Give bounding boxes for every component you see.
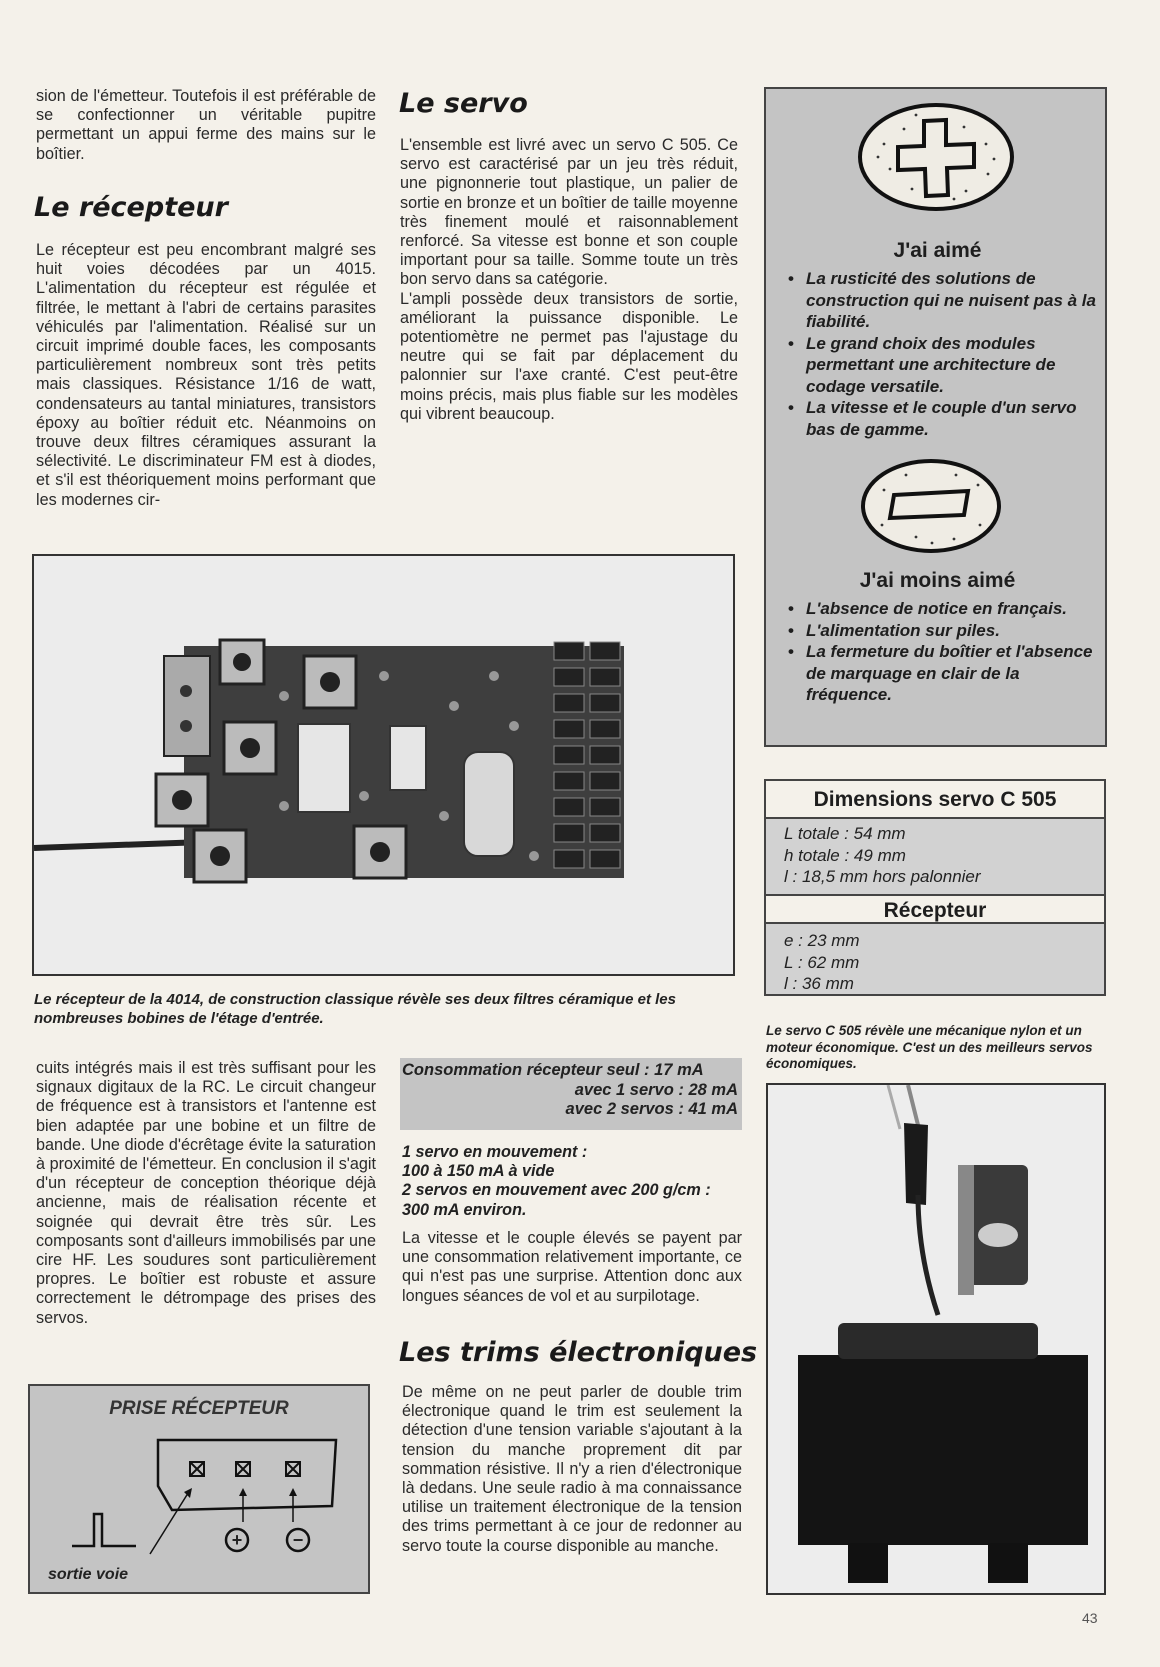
movement-line: 1 servo en mouvement :: [402, 1143, 588, 1161]
receiver-dimensions: [784, 930, 860, 995]
liked-title: J'ai aimé: [893, 239, 982, 262]
col1-intro-text: sion de l'émetteur. Toutefois il est préférable de se confectionner un véritable pupitre permettant un appui ferme des mains sur le boîtier.: [36, 87, 376, 163]
list-item: • La vitesse et le couple d'un servo bas de gamme.: [780, 397, 1102, 440]
list-item: • Le grand choix des modules permettant une architecture de codage versatile.: [780, 333, 1102, 398]
servo-movement-info: [402, 1143, 742, 1220]
minus-icon: [856, 455, 1006, 557]
servo-heading: Le servo: [399, 88, 528, 119]
receiver-caption: Le récepteur de la 4014, de construction classique révèle ses deux filtres céramique et les nombreuses bobines de l'étage d'entrée.: [34, 991, 676, 1027]
receiver-conclusion-text: cuits intégrés mais il est très suffisant pour les signaux digitaux de la RC. Le circuit changeur de fréquence est à transistors et l'antenne est bien adaptée par une bobine et un filtre de bande. Une diode d'écrêtage évite la saturation à proximité de l'émetteur. En conclusion il s'agit d'un récepteur de conception théorique déjà ancienne, mais de réalisation récente et soignée qui devrait être très sûr. Les composants sont d'ailleurs immobilisés par une cire HF. Les soudures sont particulièrement propres. Le boîtier est robuste et assure correctement le détrompage des prises des servos.: [36, 1059, 376, 1327]
plus-terminal-label: +: [231, 1530, 243, 1550]
trims-heading: Les trims électroniques: [399, 1337, 758, 1368]
dimension-row: L totale : 54 mm: [784, 824, 906, 843]
servo-image: [768, 1085, 1104, 1593]
dimensions-title: Dimensions servo C 505: [766, 781, 1104, 819]
dimension-row: e : 23 mm: [784, 931, 860, 950]
liked-list: [780, 268, 1102, 440]
minus-terminal-label: −: [292, 1530, 304, 1550]
pin-icon: [286, 1462, 300, 1476]
dimension-row: l : 18,5 mm hors palonnier: [784, 867, 981, 886]
connector-diagram-box: [28, 1384, 370, 1594]
dimension-row: L : 62 mm: [784, 952, 860, 972]
receiver-image: [34, 556, 733, 974]
dimensions-box: [764, 779, 1106, 996]
list-item: • La rusticité des solutions de construction qui ne nuisent pas à la fiabilité.: [780, 268, 1102, 333]
receiver-heading: Le récepteur: [34, 192, 228, 223]
disliked-title: J'ai moins aimé: [859, 569, 1016, 592]
consumption-line: avec 1 servo : 28 mA: [574, 1080, 738, 1099]
trims-body-text: De même on ne peut parler de double trim électronique quand le trim est seulement la détection d'une tension variable s'ajoutant à la tension du manche proprement dit par sommation résistive. Il n'y a rien d'électronique là dedans. Une seule radio à ma connaissance utilise un traitement électronique de la tension des trims permettant à ce jour de redonner au servo toute la course disponible au manche.: [402, 1383, 742, 1555]
movement-line: 300 mA environ.: [402, 1200, 527, 1219]
consumption-line: Consommation récepteur seul : 17 mA: [402, 1061, 704, 1079]
servo-caption: Le servo C 505 révèle une mécanique nylon et un moteur économique. C'est un des meilleurs servos économiques.: [766, 1023, 1093, 1071]
list-item: • La fermeture du boîtier et l'absence de marquage en clair de la fréquence.: [780, 641, 1102, 706]
pin-icon: [190, 1462, 204, 1476]
movement-line: 100 à 150 mA à vide: [402, 1162, 555, 1181]
list-item: • L'alimentation sur piles.: [780, 620, 1102, 642]
receiver-photo: [32, 554, 735, 976]
receiver-dimensions-title: Récepteur: [766, 894, 1104, 924]
movement-line: 2 servos en mouvement avec 200 g/cm :: [402, 1181, 711, 1200]
servo-photo: [766, 1083, 1106, 1595]
servo-body-text: L'ensemble est livré avec un servo C 505. Ce servo est caractérisé par un jeu très réduit, une pignonnerie tout plastique, un palier de sortie en bronze et un boîtier de taille moyenne très finement moulé et raisonnablement renforcé. Sa vitesse est bonne et son couple important pour sa taille. Somme toute un très bon servo dans sa catégorie. L'ampli possède deux transistors de sortie, améliorant la puissance disponible. Le potentiomètre ne permet pas l'ajustage du neutre qui se fait par déplacement du palonnier sur l'axe cranté. C'est peut-être moins précis, mais plus fiable sur les modèles qui vibrent beaucoup.: [400, 136, 738, 423]
output-channel-label: sortie voie: [48, 1566, 129, 1583]
consumption-text: La vitesse et le couple élevés se payent par une consommation relativement importante, ce qui n'est pas une surprise. Attention donc aux longues séances de vol et au surpilotage.: [402, 1229, 742, 1305]
receiver-body-text: Le récepteur est peu encombrant malgré ses huit voies décodées par un 4015. L'alimentation du récepteur est régulée et filtrée, le mettant à l'abri de certains parasites véhiculés par l'alimentation. Réalisé sur un circuit imprimé double faces, les composants particulièrement nombreux sont très petits mais classiques. Résistance 1/16 de watt, condensateurs au tantal miniatures, transistors époxy au boîtier réduit etc. Néanmoins on trouve deux filtres céramiques assurant la sélectivité. Le discriminateur FM est à diodes, et s'il est théoriquement moins performant que les modernes cir-: [36, 241, 376, 509]
dimension-row: h totale : 49 mm: [784, 845, 906, 865]
list-item: • L'absence de notice en français.: [780, 598, 1102, 620]
plus-icon: [854, 99, 1018, 215]
review-box: [764, 87, 1107, 747]
consumption-box: [400, 1058, 742, 1130]
connector-diagram-title: PRISE RÉCEPTEUR: [109, 1398, 289, 1419]
page-number: 43: [1082, 1610, 1098, 1626]
dimension-row: l : 36 mm: [784, 974, 854, 993]
consumption-line: avec 2 servos : 41 mA: [565, 1100, 738, 1118]
servo-dimensions: [784, 823, 981, 888]
pin-icon: [236, 1462, 250, 1476]
connector-diagram: [30, 1386, 368, 1592]
disliked-list: [780, 598, 1102, 706]
